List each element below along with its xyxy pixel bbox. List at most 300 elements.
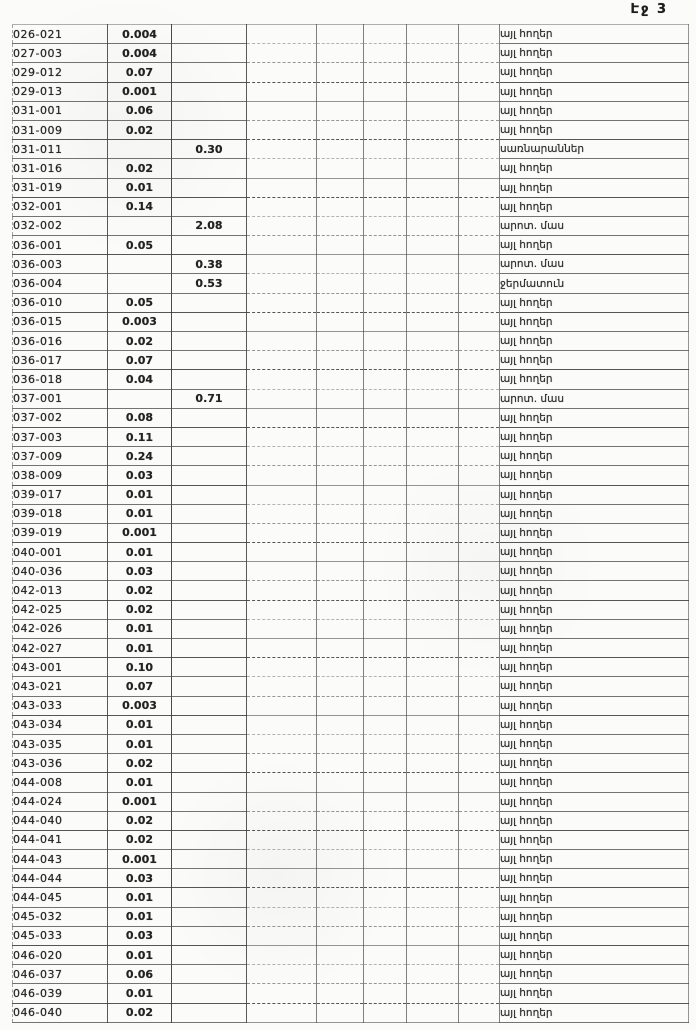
empty-cell xyxy=(247,523,317,542)
empty-cell xyxy=(407,715,459,734)
area2-value-cell xyxy=(172,543,247,562)
empty-cell xyxy=(459,25,500,44)
empty-cell xyxy=(247,255,317,274)
area2-value-cell xyxy=(172,946,247,965)
empty-cell xyxy=(459,178,500,197)
empty-cell xyxy=(364,236,407,255)
area2-value-cell xyxy=(172,236,247,255)
table-row xyxy=(13,523,689,542)
empty-cell xyxy=(407,485,459,504)
empty-cell xyxy=(247,677,317,696)
parcel-code-cell: 026-021 xyxy=(13,25,108,44)
table-row xyxy=(13,447,689,466)
area2-value-cell xyxy=(172,619,247,638)
empty-cell xyxy=(317,888,364,907)
empty-cell xyxy=(364,197,407,216)
area2-value-cell xyxy=(172,850,247,869)
empty-cell xyxy=(407,332,459,351)
table-row xyxy=(13,427,689,446)
table-row xyxy=(13,44,689,63)
empty-cell xyxy=(407,830,459,849)
area2-value-cell xyxy=(172,984,247,1003)
table-row xyxy=(13,658,689,677)
empty-cell xyxy=(247,447,317,466)
parcel-code-cell: 029-013 xyxy=(13,82,108,101)
parcel-code-cell: 043-033 xyxy=(13,696,108,715)
land-type-cell: այլ հողեր xyxy=(500,984,689,1003)
land-type-cell: այլ հողեր xyxy=(500,370,689,389)
empty-cell xyxy=(247,370,317,389)
empty-cell xyxy=(317,946,364,965)
area-value-cell: 0.07 xyxy=(108,63,172,82)
empty-cell xyxy=(247,754,317,773)
area2-value-cell xyxy=(172,332,247,351)
land-type-cell: այլ հողեր xyxy=(500,466,689,485)
land-type-cell: այլ հողեր xyxy=(500,178,689,197)
area2-value-cell xyxy=(172,715,247,734)
table-row xyxy=(13,197,689,216)
land-type-cell: այլ հողեր xyxy=(500,312,689,331)
land-type-cell: այլ հողեր xyxy=(500,888,689,907)
table-row xyxy=(13,1003,689,1022)
empty-cell xyxy=(459,44,500,63)
empty-cell xyxy=(459,677,500,696)
empty-cell xyxy=(247,965,317,984)
empty-cell xyxy=(364,63,407,82)
area2-value-cell xyxy=(172,159,247,178)
area-value-cell: 0.02 xyxy=(108,754,172,773)
empty-cell xyxy=(247,25,317,44)
empty-cell xyxy=(407,543,459,562)
area-value-cell: 0.02 xyxy=(108,1003,172,1022)
empty-cell xyxy=(364,658,407,677)
land-type-cell: ջերմատուն xyxy=(500,274,689,293)
empty-cell xyxy=(407,389,459,408)
area-value-cell: 0.01 xyxy=(108,485,172,504)
table-row xyxy=(13,600,689,619)
empty-cell xyxy=(247,715,317,734)
empty-cell xyxy=(407,44,459,63)
land-type-cell: այլ հողեր xyxy=(500,792,689,811)
area-value-cell: 0.01 xyxy=(108,715,172,734)
empty-cell xyxy=(247,293,317,312)
table-row xyxy=(13,926,689,945)
area2-value-cell xyxy=(172,82,247,101)
empty-cell xyxy=(247,543,317,562)
land-type-cell: այլ հողեր xyxy=(500,447,689,466)
table-row xyxy=(13,504,689,523)
parcel-code-cell: 043-021 xyxy=(13,677,108,696)
area-value-cell: 0.01 xyxy=(108,773,172,792)
parcel-code-cell: 036-016 xyxy=(13,332,108,351)
land-type-cell: այլ հողեր xyxy=(500,332,689,351)
table-row xyxy=(13,773,689,792)
empty-cell xyxy=(407,236,459,255)
table-row xyxy=(13,734,689,753)
empty-cell xyxy=(407,888,459,907)
area-value-cell: 0.03 xyxy=(108,562,172,581)
empty-cell xyxy=(407,447,459,466)
area-value-cell xyxy=(108,274,172,293)
empty-cell xyxy=(459,696,500,715)
empty-cell xyxy=(317,408,364,427)
parcel-code-cell: 039-019 xyxy=(13,523,108,542)
empty-cell xyxy=(407,1003,459,1022)
land-type-cell: այլ հողեր xyxy=(500,523,689,542)
empty-cell xyxy=(459,926,500,945)
empty-cell xyxy=(247,504,317,523)
parcel-code-cell: 032-002 xyxy=(13,216,108,235)
area2-value-cell xyxy=(172,658,247,677)
table-row xyxy=(13,562,689,581)
empty-cell xyxy=(364,600,407,619)
area-value-cell: 0.03 xyxy=(108,926,172,945)
empty-cell xyxy=(459,466,500,485)
empty-cell xyxy=(459,255,500,274)
area2-value-cell xyxy=(172,44,247,63)
empty-cell xyxy=(247,312,317,331)
empty-cell xyxy=(247,159,317,178)
empty-cell xyxy=(459,715,500,734)
table-row xyxy=(13,754,689,773)
empty-cell xyxy=(317,63,364,82)
empty-cell xyxy=(459,370,500,389)
empty-cell xyxy=(317,619,364,638)
empty-cell xyxy=(407,312,459,331)
area2-value-cell xyxy=(172,427,247,446)
empty-cell xyxy=(364,619,407,638)
empty-cell xyxy=(364,523,407,542)
land-type-cell: այլ հողեր xyxy=(500,907,689,926)
table-row xyxy=(13,389,689,408)
empty-cell xyxy=(247,351,317,370)
empty-cell xyxy=(364,25,407,44)
empty-cell xyxy=(317,370,364,389)
parcel-code-cell: 036-015 xyxy=(13,312,108,331)
empty-cell xyxy=(364,543,407,562)
empty-cell xyxy=(317,293,364,312)
area-value-cell xyxy=(108,140,172,159)
table-row xyxy=(13,485,689,504)
land-type-cell: այլ հողեր xyxy=(500,811,689,830)
area2-value-cell: 0.71 xyxy=(172,389,247,408)
area-value-cell: 0.02 xyxy=(108,159,172,178)
parcel-code-cell: 031-016 xyxy=(13,159,108,178)
parcel-code-cell: 037-001 xyxy=(13,389,108,408)
empty-cell xyxy=(459,274,500,293)
empty-cell xyxy=(459,159,500,178)
empty-cell xyxy=(247,869,317,888)
empty-cell xyxy=(317,869,364,888)
empty-cell xyxy=(247,600,317,619)
land-type-cell: այլ հողեր xyxy=(500,485,689,504)
empty-cell xyxy=(459,792,500,811)
land-type-cell: այլ հողեր xyxy=(500,120,689,139)
empty-cell xyxy=(364,485,407,504)
table-row xyxy=(13,293,689,312)
empty-cell xyxy=(364,715,407,734)
empty-cell xyxy=(317,466,364,485)
empty-cell xyxy=(317,312,364,331)
empty-cell xyxy=(364,427,407,446)
table-row xyxy=(13,543,689,562)
empty-cell xyxy=(317,274,364,293)
empty-cell xyxy=(459,312,500,331)
empty-cell xyxy=(364,965,407,984)
empty-cell xyxy=(459,504,500,523)
area-value-cell: 0.02 xyxy=(108,120,172,139)
empty-cell xyxy=(317,734,364,753)
empty-cell xyxy=(364,926,407,945)
empty-cell xyxy=(459,447,500,466)
empty-cell xyxy=(364,792,407,811)
land-type-cell: այլ հողեր xyxy=(500,830,689,849)
area2-value-cell xyxy=(172,562,247,581)
empty-cell xyxy=(407,677,459,696)
parcel-code-cell: 032-001 xyxy=(13,197,108,216)
empty-cell xyxy=(247,581,317,600)
empty-cell xyxy=(317,485,364,504)
empty-cell xyxy=(247,178,317,197)
empty-cell xyxy=(317,389,364,408)
empty-cell xyxy=(247,1003,317,1022)
empty-cell xyxy=(317,197,364,216)
empty-cell xyxy=(247,408,317,427)
table-row xyxy=(13,984,689,1003)
empty-cell xyxy=(364,562,407,581)
land-type-cell: այլ հողեր xyxy=(500,504,689,523)
table-row xyxy=(13,178,689,197)
empty-cell xyxy=(459,101,500,120)
empty-cell xyxy=(407,504,459,523)
area2-value-cell xyxy=(172,869,247,888)
empty-cell xyxy=(247,946,317,965)
empty-cell xyxy=(317,773,364,792)
land-type-cell: այլ հողեր xyxy=(500,427,689,446)
area2-value-cell: 0.53 xyxy=(172,274,247,293)
empty-cell xyxy=(459,773,500,792)
area2-value-cell xyxy=(172,926,247,945)
parcel-code-cell: 036-004 xyxy=(13,274,108,293)
empty-cell xyxy=(317,1003,364,1022)
empty-cell xyxy=(247,907,317,926)
empty-cell xyxy=(407,178,459,197)
empty-cell xyxy=(247,926,317,945)
empty-cell xyxy=(407,850,459,869)
empty-cell xyxy=(364,639,407,658)
empty-cell xyxy=(407,965,459,984)
empty-cell xyxy=(407,946,459,965)
empty-cell xyxy=(317,600,364,619)
empty-cell xyxy=(247,658,317,677)
parcel-table xyxy=(12,24,689,1023)
empty-cell xyxy=(364,830,407,849)
land-type-cell: արոտ. մաս xyxy=(500,389,689,408)
table-row xyxy=(13,159,689,178)
area2-value-cell xyxy=(172,523,247,542)
parcel-code-cell: 036-003 xyxy=(13,255,108,274)
empty-cell xyxy=(459,619,500,638)
table-row xyxy=(13,677,689,696)
empty-cell xyxy=(459,888,500,907)
land-type-cell: այլ հողեր xyxy=(500,25,689,44)
parcel-code-cell: 040-001 xyxy=(13,543,108,562)
table-row xyxy=(13,140,689,159)
empty-cell xyxy=(407,408,459,427)
area2-value-cell xyxy=(172,677,247,696)
area2-value-cell xyxy=(172,293,247,312)
parcel-table-body xyxy=(13,25,689,1023)
empty-cell xyxy=(407,25,459,44)
parcel-code-cell: 036-001 xyxy=(13,236,108,255)
empty-cell xyxy=(364,754,407,773)
empty-cell xyxy=(364,44,407,63)
area2-value-cell xyxy=(172,965,247,984)
land-type-cell: այլ հողեր xyxy=(500,600,689,619)
parcel-code-cell: 042-026 xyxy=(13,619,108,638)
table-row xyxy=(13,101,689,120)
area-value-cell: 0.10 xyxy=(108,658,172,677)
empty-cell xyxy=(364,811,407,830)
area-value-cell: 0.02 xyxy=(108,600,172,619)
parcel-code-cell: 038-009 xyxy=(13,466,108,485)
empty-cell xyxy=(247,485,317,504)
land-type-cell: այլ հողեր xyxy=(500,715,689,734)
empty-cell xyxy=(407,216,459,235)
empty-cell xyxy=(317,907,364,926)
land-type-cell: այլ հողեր xyxy=(500,965,689,984)
area2-value-cell xyxy=(172,754,247,773)
empty-cell xyxy=(407,696,459,715)
empty-cell xyxy=(247,734,317,753)
area2-value-cell xyxy=(172,600,247,619)
parcel-code-cell: 036-018 xyxy=(13,370,108,389)
area-value-cell: 0.07 xyxy=(108,351,172,370)
area-value-cell: 0.01 xyxy=(108,639,172,658)
empty-cell xyxy=(247,792,317,811)
empty-cell xyxy=(317,44,364,63)
empty-cell xyxy=(459,754,500,773)
empty-cell xyxy=(247,274,317,293)
empty-cell xyxy=(407,63,459,82)
table-row xyxy=(13,888,689,907)
empty-cell xyxy=(364,984,407,1003)
empty-cell xyxy=(317,236,364,255)
table-row xyxy=(13,850,689,869)
parcel-code-cell: 042-025 xyxy=(13,600,108,619)
area2-value-cell xyxy=(172,178,247,197)
parcel-code-cell: 039-018 xyxy=(13,504,108,523)
area2-value-cell xyxy=(172,811,247,830)
area2-value-cell xyxy=(172,639,247,658)
land-type-cell: արոտ. մաս xyxy=(500,255,689,274)
land-type-cell: այլ հողեր xyxy=(500,159,689,178)
area-value-cell: 0.01 xyxy=(108,178,172,197)
table-row xyxy=(13,63,689,82)
empty-cell xyxy=(407,274,459,293)
empty-cell xyxy=(459,427,500,446)
parcel-code-cell: 044-045 xyxy=(13,888,108,907)
empty-cell xyxy=(364,312,407,331)
empty-cell xyxy=(459,850,500,869)
table-row xyxy=(13,255,689,274)
empty-cell xyxy=(317,677,364,696)
empty-cell xyxy=(459,869,500,888)
empty-cell xyxy=(247,888,317,907)
empty-cell xyxy=(317,984,364,1003)
empty-cell xyxy=(459,984,500,1003)
empty-cell xyxy=(364,389,407,408)
empty-cell xyxy=(247,696,317,715)
area-value-cell: 0.08 xyxy=(108,408,172,427)
area2-value-cell xyxy=(172,408,247,427)
empty-cell xyxy=(407,926,459,945)
table-row xyxy=(13,332,689,351)
area-value-cell xyxy=(108,216,172,235)
empty-cell xyxy=(407,811,459,830)
table-row xyxy=(13,312,689,331)
empty-cell xyxy=(459,485,500,504)
land-type-cell: այլ հողեր xyxy=(500,1003,689,1022)
empty-cell xyxy=(317,792,364,811)
empty-cell xyxy=(247,427,317,446)
table-row xyxy=(13,696,689,715)
empty-cell xyxy=(459,197,500,216)
parcel-code-cell: 031-009 xyxy=(13,120,108,139)
area-value-cell: 0.14 xyxy=(108,197,172,216)
empty-cell xyxy=(459,140,500,159)
empty-cell xyxy=(459,600,500,619)
empty-cell xyxy=(317,255,364,274)
empty-cell xyxy=(459,830,500,849)
area2-value-cell xyxy=(172,734,247,753)
empty-cell xyxy=(459,562,500,581)
empty-cell xyxy=(459,351,500,370)
empty-cell xyxy=(364,504,407,523)
parcel-code-cell: 037-009 xyxy=(13,447,108,466)
empty-cell xyxy=(247,466,317,485)
empty-cell xyxy=(364,101,407,120)
empty-cell xyxy=(364,178,407,197)
land-type-cell: այլ հողեր xyxy=(500,236,689,255)
area2-value-cell xyxy=(172,792,247,811)
land-type-cell: այլ հողեր xyxy=(500,639,689,658)
empty-cell xyxy=(407,140,459,159)
empty-cell xyxy=(364,82,407,101)
table-row xyxy=(13,581,689,600)
empty-cell xyxy=(459,63,500,82)
area-value-cell xyxy=(108,255,172,274)
empty-cell xyxy=(247,197,317,216)
land-type-cell: այլ հողեր xyxy=(500,197,689,216)
area-value-cell: 0.02 xyxy=(108,332,172,351)
table-row xyxy=(13,619,689,638)
area-value-cell: 0.01 xyxy=(108,984,172,1003)
empty-cell xyxy=(407,82,459,101)
empty-cell xyxy=(364,946,407,965)
table-row xyxy=(13,82,689,101)
area2-value-cell xyxy=(172,101,247,120)
area-value-cell: 0.05 xyxy=(108,293,172,312)
area2-value-cell xyxy=(172,1003,247,1022)
empty-cell xyxy=(364,1003,407,1022)
table-row xyxy=(13,370,689,389)
empty-cell xyxy=(364,850,407,869)
parcel-code-cell: 043-035 xyxy=(13,734,108,753)
area2-value-cell xyxy=(172,504,247,523)
area-value-cell: 0.003 xyxy=(108,312,172,331)
area-value-cell: 0.001 xyxy=(108,523,172,542)
